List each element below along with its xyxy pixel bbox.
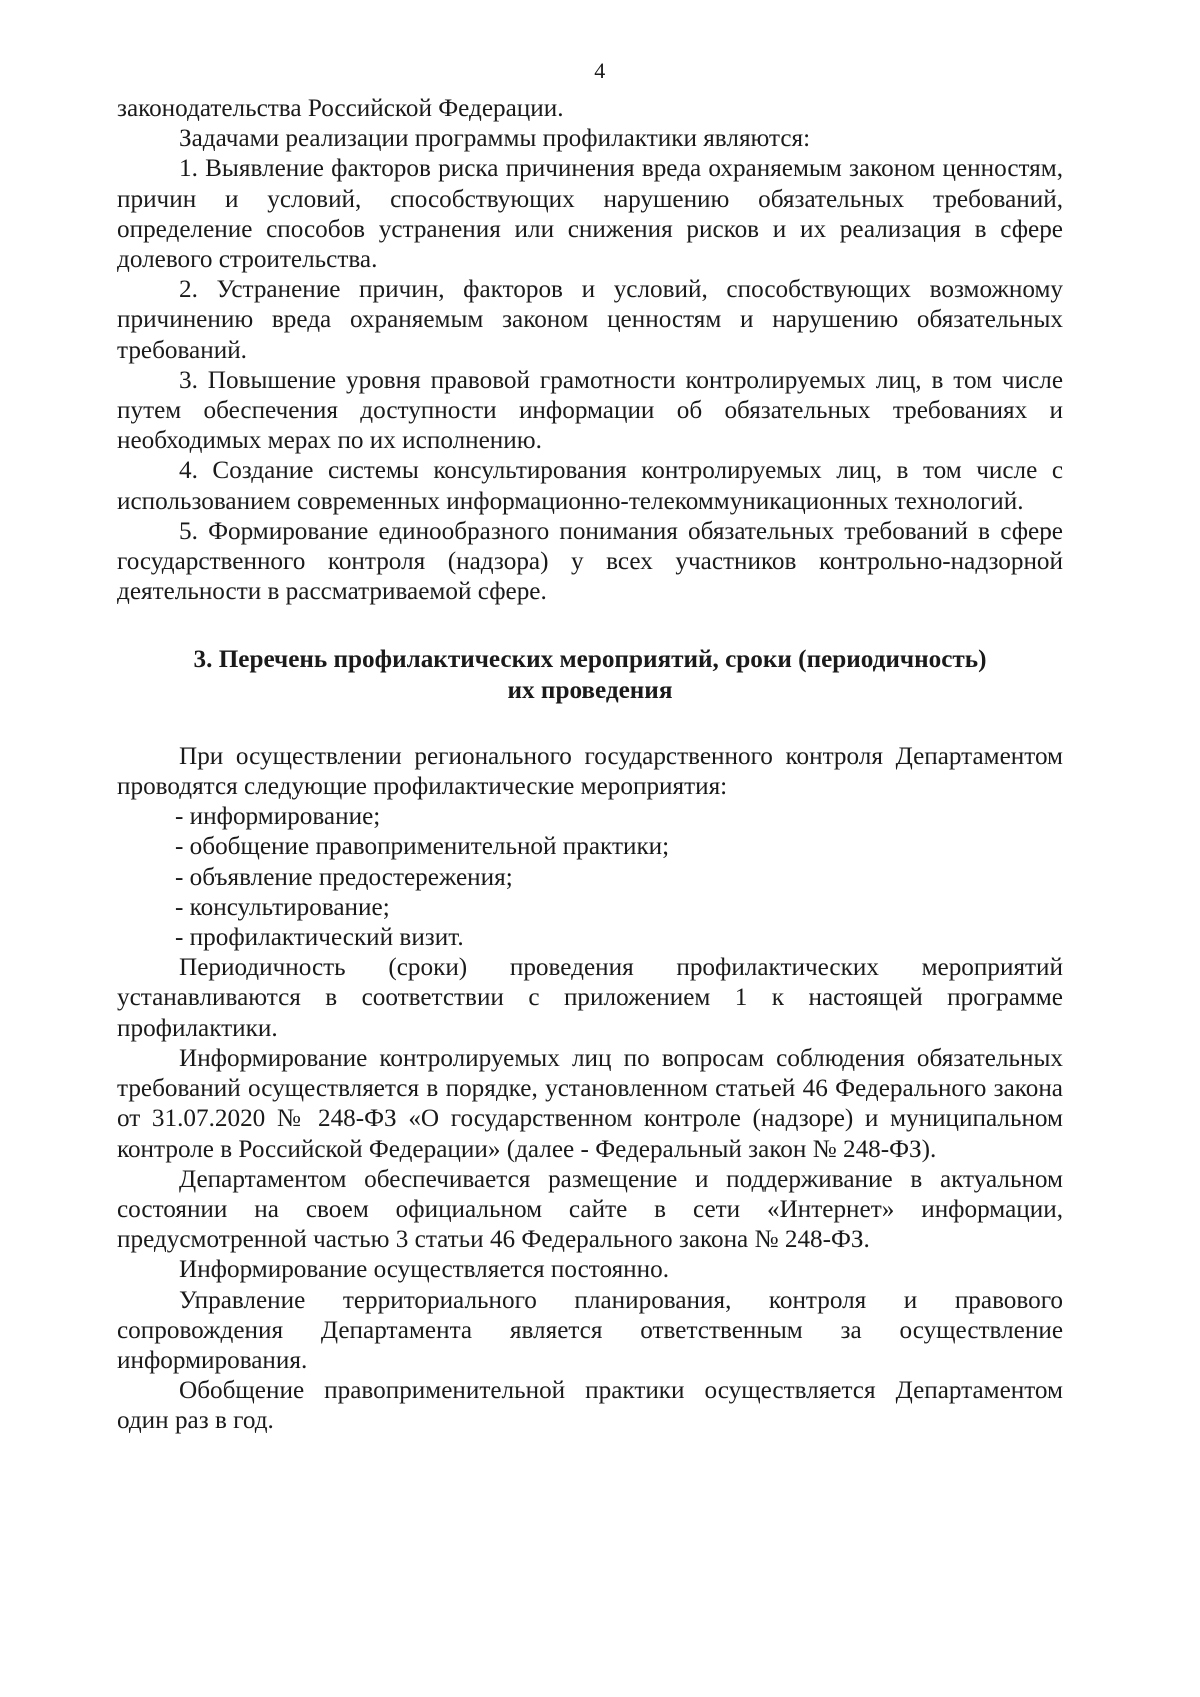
list-item-informing: - информирование; — [175, 803, 381, 831]
page-number: 4 — [594, 58, 606, 83]
list-item-practice-summary: - обобщение правоприменительной практики; — [175, 833, 670, 861]
paragraph-website-posting: Департаментом обеспечивается размещение и поддерживание в актуальном состоянии на своем официальном сайте в сети «Интернет» информации, предусмотренной частью 3 статьи 46 Федерального закона № 248-ФЗ. — [117, 1165, 1063, 1254]
paragraph-section-intro: При осуществлении регионального государственного контроля Департаментом проводятся следующие профилактические мероприятия: — [117, 742, 1063, 801]
list-item-warning: - объявление предостережения; — [175, 863, 513, 891]
paragraph-periodicity: Периодичность (сроки) проведения профилактических мероприятий устанавливаются в соответствии с приложением 1 к настоящей программе профилактики. — [117, 954, 1063, 1042]
paragraph-task-3: 3. Повышение уровня правовой грамотности контролируемых лиц, в том числе путем обеспечения доступности информации об обязательных требованиях и необходимых мерах по их исполнению. — [117, 366, 1063, 455]
document-body — [117, 94, 1063, 1437]
paragraph-task-5: 5. Формирование единообразного понимания обязательных требований в сфере государственного контроля (надзора) у всех участников контрольно-надзорной деятельности в рассматриваемой сфере. — [117, 517, 1063, 606]
list-item-preventive-visit: - профилактический визит. — [175, 924, 464, 952]
paragraph-informing-procedure: Информирование контролируемых лиц по вопросам соблюдения обязательных требований осуществляется в порядке, установленном статьей 46 Федерального закона от 31.07.2020 № 248-ФЗ «О государственном контроле (надзоре) и муниципальном контроле в Российской Федерации» (далее - Федеральный закон № 248-ФЗ). — [117, 1044, 1063, 1163]
section-heading: 3. Перечень профилактических мероприятий, сроки (периодичность) их проведения — [193, 646, 987, 704]
paragraph-informing-constant: Информирование осуществляется постоянно. — [179, 1256, 670, 1284]
paragraph-tasks-intro: Задачами реализации программы профилактики являются: — [179, 125, 811, 153]
paragraph-task-1: 1. Выявление факторов риска причинения вреда охраняемым законом ценностям, причин и условий, способствующих нарушению обязательных требований, определение способов устранения или снижения рисков и их реализация в сфере долевого строительства. — [117, 155, 1063, 274]
paragraph-continuation: законодательства Российской Федерации. — [117, 95, 564, 122]
list-item-consulting: - консультирование; — [175, 893, 390, 921]
paragraph-responsible-unit: Управление территориального планирования, контроля и правового сопровождения Департамента является ответственным за осуществление информирования. — [117, 1286, 1063, 1374]
paragraph-task-4: 4. Создание системы консультирования контролируемых лиц, в том числе с использованием современных информационно-телекоммуникационных технологий. — [117, 457, 1063, 515]
paragraph-practice-summary: Обобщение правоприменительной практики осуществляется Департаментом один раз в год. — [117, 1377, 1063, 1435]
paragraph-task-2: 2. Устранение причин, факторов и условий, способствующих возможному причинению вреда охраняемым законом ценностям и нарушению обязательных требований. — [117, 276, 1063, 364]
